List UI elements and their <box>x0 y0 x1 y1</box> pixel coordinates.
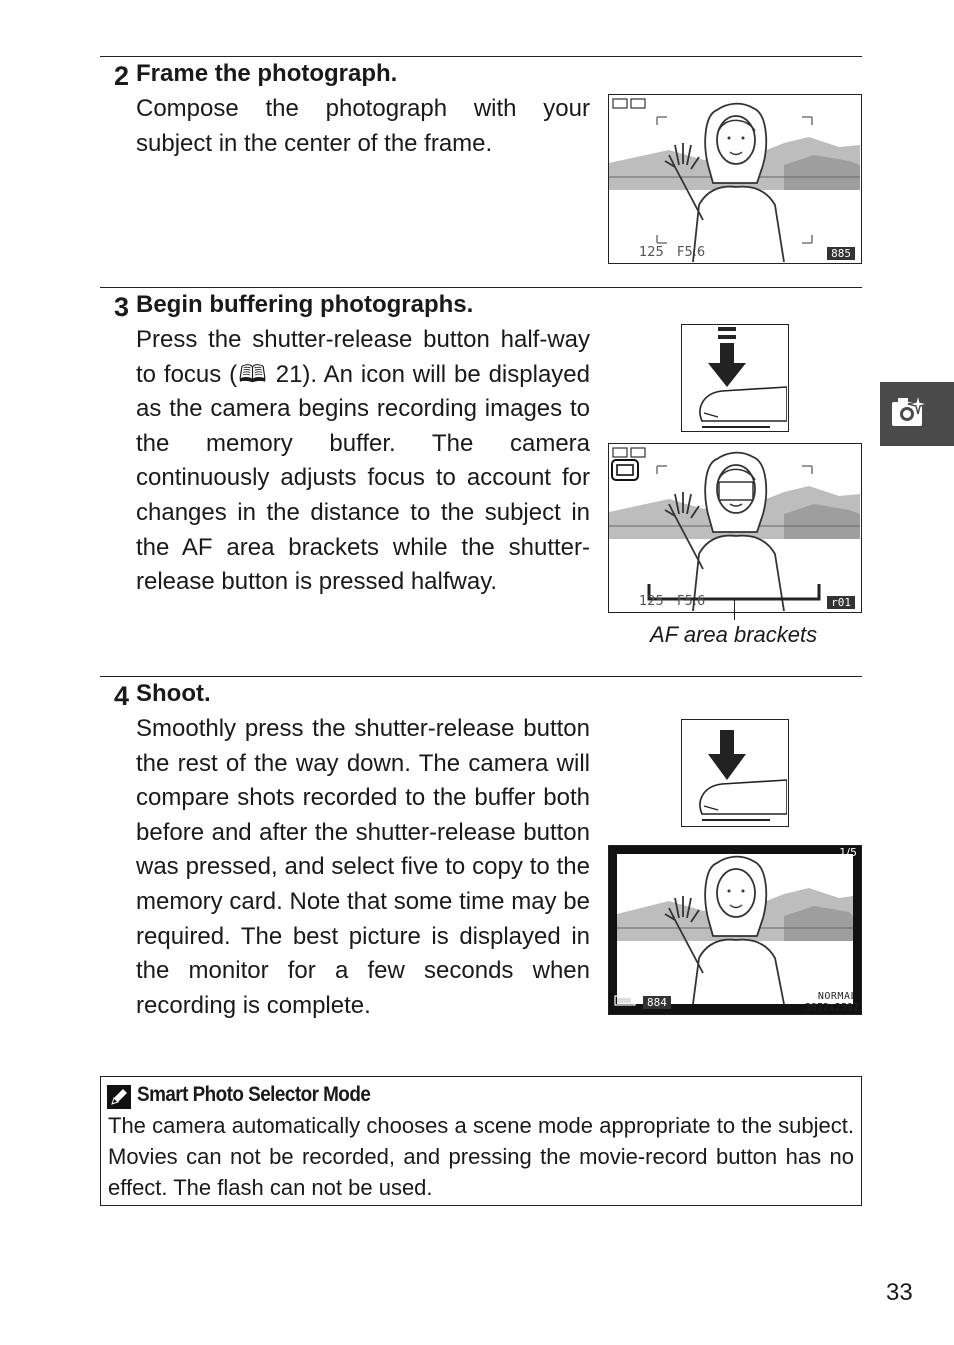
af-area-brackets-caption: AF area brackets <box>650 622 818 647</box>
exposure-count-readout: 884 <box>643 996 671 1009</box>
note-box <box>100 1076 862 1206</box>
full-press-illustration <box>681 719 789 827</box>
viewfinder-frame-illustration <box>608 94 862 264</box>
section-divider <box>100 56 862 57</box>
shutter-press-arrow-icon <box>682 720 787 825</box>
caption-leader-line <box>734 600 735 620</box>
step-body: Press the shutter-release button half-way to focus (🕮 21). An icon will be displayed as the camera begins recording images to the memory buffer. The camera continuously adjusts focus to account for changes in the distance to the subject in the AF area brackets while the shutter-release button is pressed halfway. <box>136 326 590 596</box>
section-divider <box>100 676 862 677</box>
pencil-note-icon <box>107 1085 131 1109</box>
step-body: Smoothly press the shutter-release button the rest of the way down. The camera will compare shots recorded to the buffer both before and after the shutter-release button was pressed, and select five to copy to the memory card. Note that some time may be required. The best picture is displayed in the monitor for a few seconds when recording is complete. <box>136 715 590 1019</box>
note-title: Smart Photo Selector Mode <box>137 1083 371 1106</box>
viewfinder-buffer-illustration <box>608 443 862 613</box>
step-body: Compose the photograph with your subject in the center of the frame. <box>136 95 590 157</box>
step-title: Frame the photograph. <box>136 60 398 87</box>
exposure-count-readout: 885 <box>827 247 855 260</box>
aperture-readout: F5.6 <box>677 594 706 609</box>
aperture-readout: F5.6 <box>677 245 706 260</box>
shutter-speed-readout: 125 <box>639 594 664 609</box>
note-body: The camera automatically chooses a scene mode appropriate to the subject. Movies can not be recorded, and pressing the movie-record button has no effect. The flash can not be used. <box>108 1113 854 1200</box>
playback-monitor-illustration <box>608 845 862 1015</box>
image-size-readout: 3872x2592 <box>804 1002 859 1013</box>
step-number: 4 <box>114 681 130 711</box>
step-number: 2 <box>114 61 130 91</box>
frame-counter-readout: 1/5 <box>839 846 857 859</box>
half-press-illustration <box>681 324 789 432</box>
page-number: 33 <box>886 1279 913 1306</box>
shutter-press-arrow-icon <box>682 325 787 430</box>
smart-photo-selector-icon <box>880 382 954 446</box>
section-tab <box>880 382 954 446</box>
image-quality-readout: NORMAL <box>817 991 857 1002</box>
shutter-speed-readout: 125 <box>639 245 664 260</box>
step-number: 3 <box>114 292 130 322</box>
step-title: Begin buffering photographs. <box>136 291 474 318</box>
section-divider <box>100 287 862 288</box>
step-title: Shoot. <box>136 680 211 707</box>
buffer-count-readout: r01 <box>827 596 855 609</box>
